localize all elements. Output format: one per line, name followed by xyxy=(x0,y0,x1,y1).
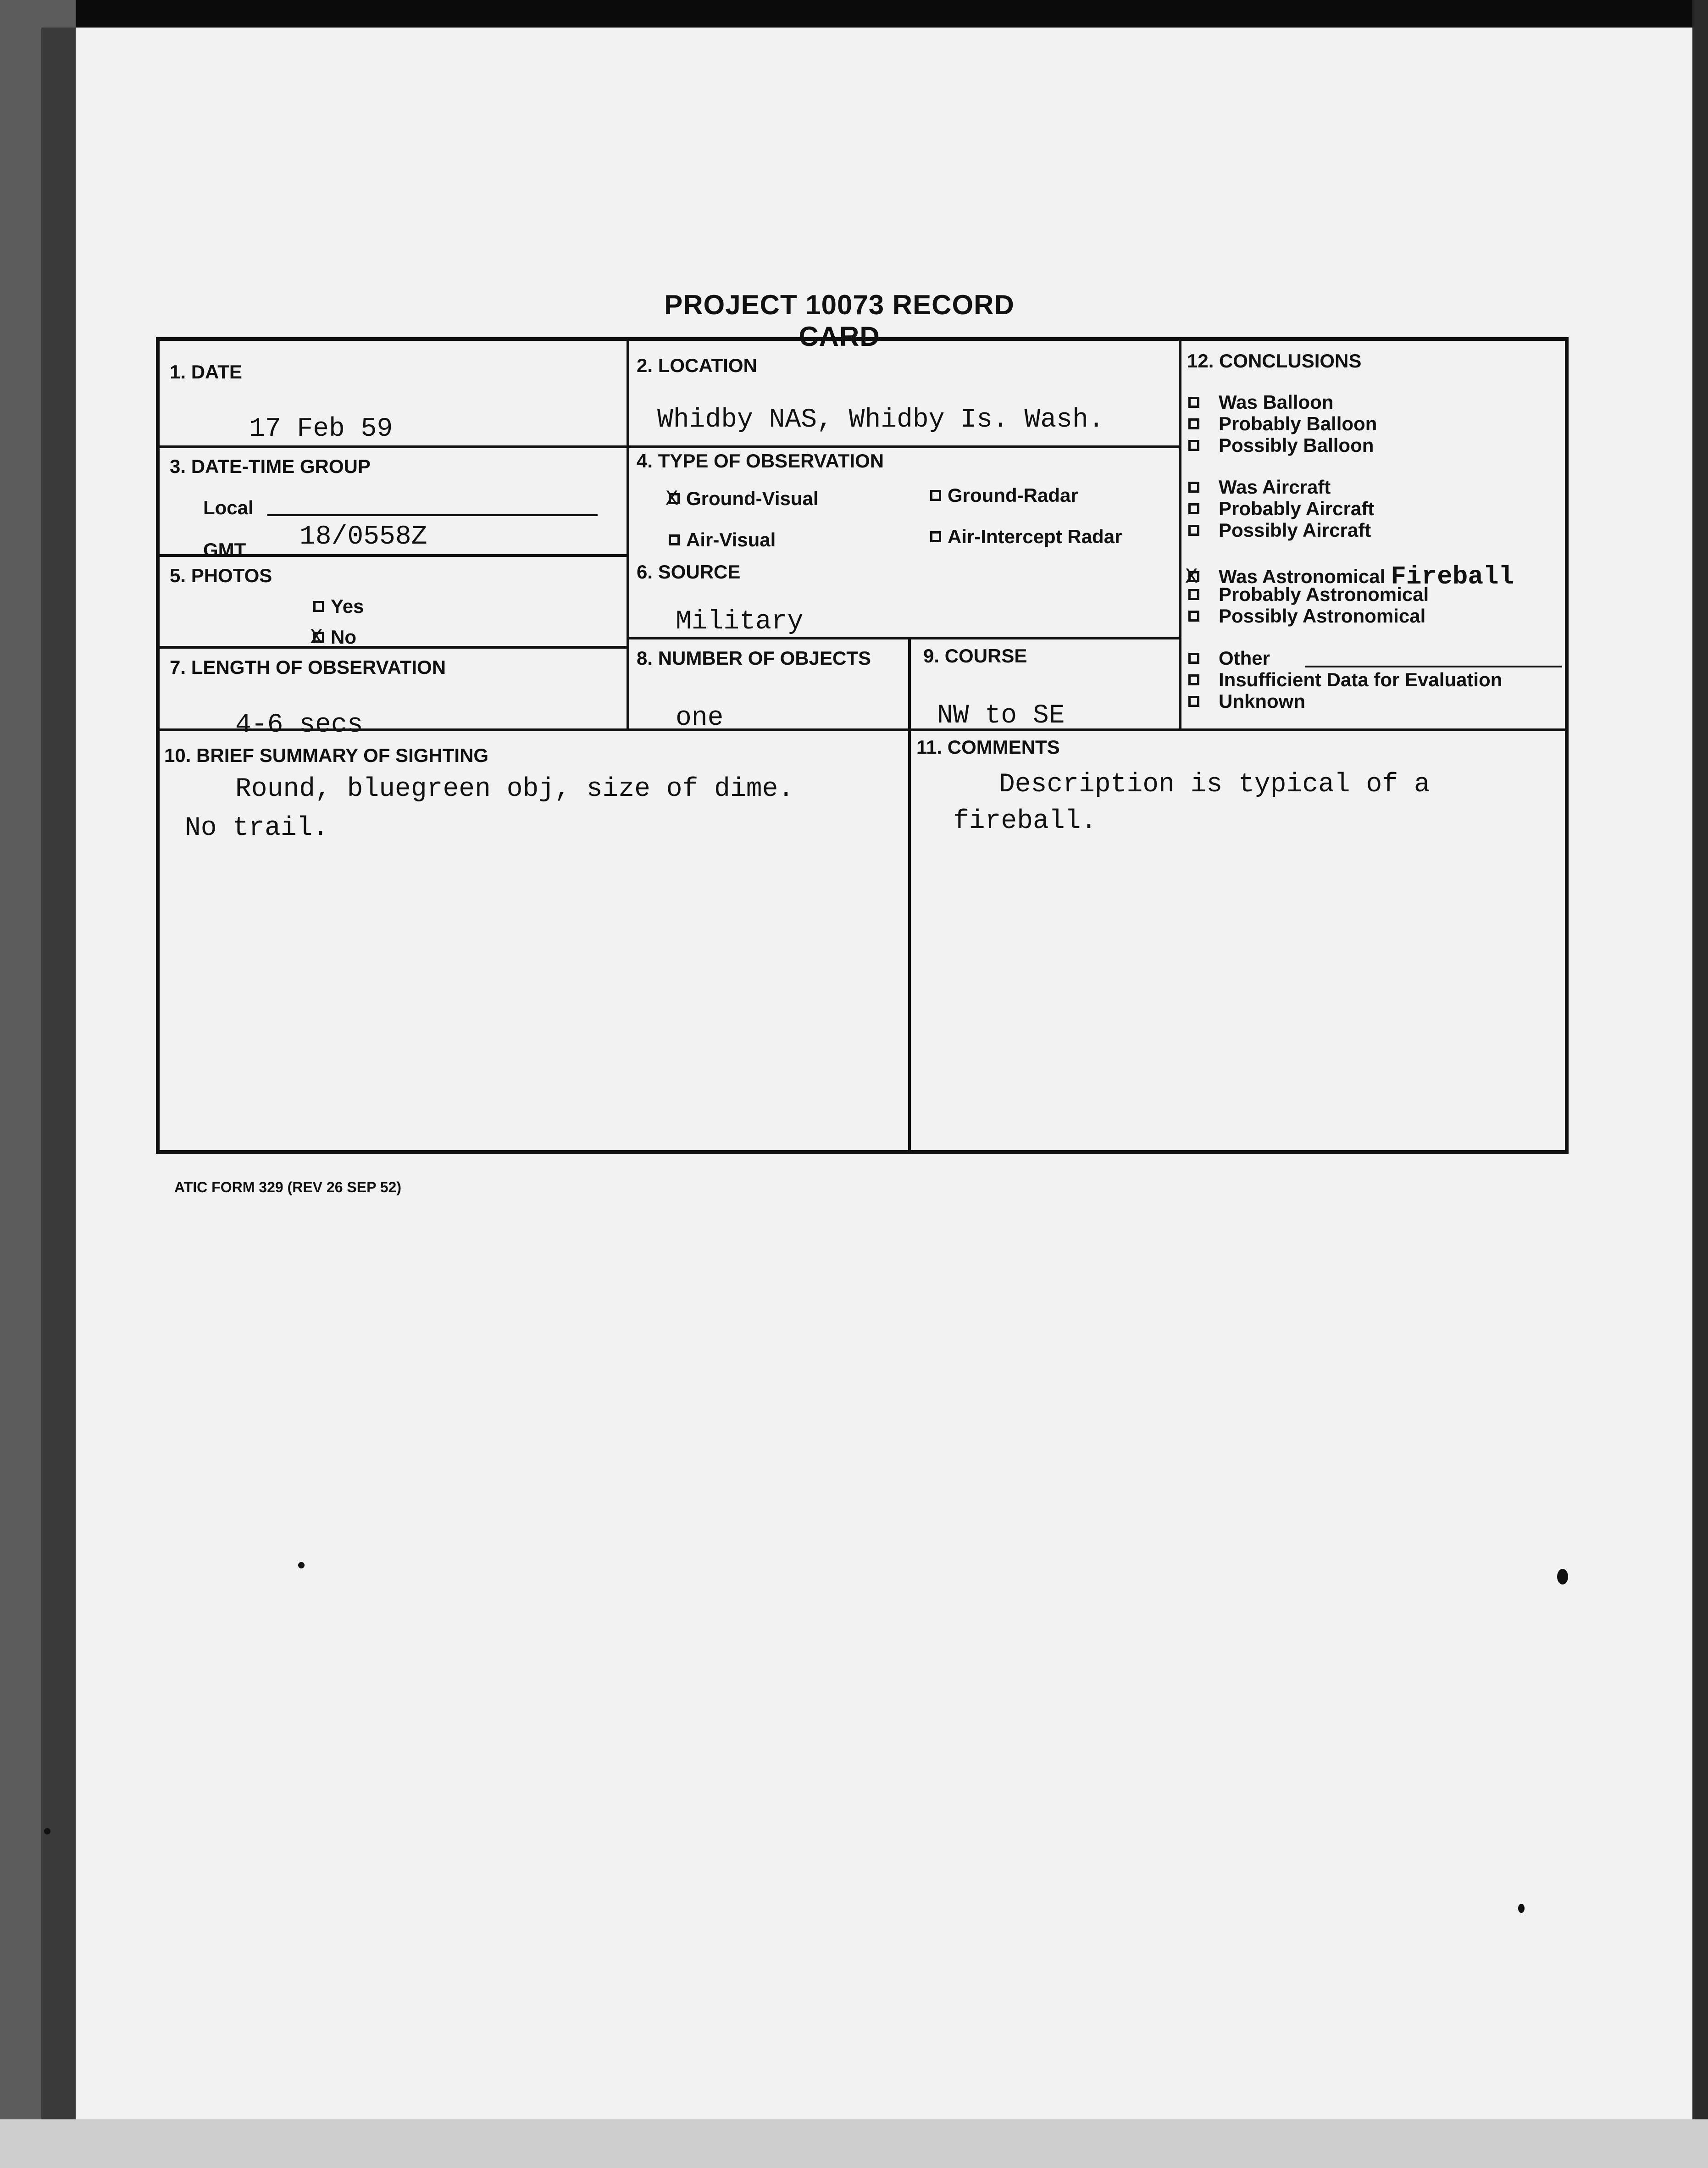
scan-speck xyxy=(1518,1904,1525,1913)
checkbox-possibly-balloon[interactable] xyxy=(1188,440,1199,451)
other-underline xyxy=(1305,666,1562,667)
conclusion-probably-aircraft[interactable] xyxy=(1188,498,1374,520)
location-value: Whidby NAS, Whidby Is. Wash. xyxy=(657,405,1104,435)
option-air-visual[interactable] xyxy=(669,529,776,551)
conclusion-possibly-astronomical-label: Possibly Astronomical xyxy=(1219,605,1426,627)
date-value: 17 Feb 59 xyxy=(249,414,393,444)
checkbox-ground-visual[interactable] xyxy=(665,487,680,511)
check-mark-was-astronomical: X xyxy=(1185,565,1198,589)
card-title: PROJECT 10073 RECORD CARD xyxy=(664,289,1015,352)
source-value: Military xyxy=(676,607,804,637)
conclusion-probably-balloon[interactable] xyxy=(1188,413,1377,435)
local-underline xyxy=(267,514,598,516)
conclusion-was-balloon[interactable] xyxy=(1188,391,1333,413)
gmt-underline xyxy=(267,554,598,556)
conclusion-possibly-astronomical[interactable] xyxy=(1188,605,1425,627)
scan-border-top xyxy=(0,0,1708,28)
checkbox-probably-astronomical[interactable] xyxy=(1188,589,1199,600)
summary-line-2: No trail. xyxy=(185,813,329,843)
checkbox-possibly-astronomical[interactable] xyxy=(1188,611,1199,622)
option-photos-yes[interactable] xyxy=(313,595,364,617)
conclusion-other-label: Other xyxy=(1219,647,1270,669)
conclusion-possibly-balloon-label: Possibly Balloon xyxy=(1219,434,1374,456)
checkbox-probably-aircraft[interactable] xyxy=(1188,503,1199,514)
option-air-intercept-radar-label: Air-Intercept Radar xyxy=(948,526,1122,547)
summary-line-1: Round, bluegreen obj, size of dime. xyxy=(235,774,794,804)
checkbox-other[interactable] xyxy=(1188,653,1199,664)
conclusion-probably-astronomical[interactable] xyxy=(1188,584,1429,606)
comments-line-1: Description is typical of a xyxy=(999,770,1430,800)
option-ground-radar-label: Ground-Radar xyxy=(948,484,1078,506)
option-ground-radar[interactable] xyxy=(930,484,1078,506)
checkbox-ground-radar[interactable] xyxy=(930,490,941,501)
comments-label: 11. COMMENTS xyxy=(916,736,1060,758)
checkbox-unknown[interactable] xyxy=(1188,696,1199,707)
option-photos-no-label: No xyxy=(331,626,356,648)
col-divider xyxy=(1179,341,1181,728)
conclusions-label: 12. CONCLUSIONS xyxy=(1187,350,1362,372)
option-air-visual-label: Air-Visual xyxy=(686,529,776,550)
option-photos-no[interactable] xyxy=(310,626,356,650)
conclusions-list xyxy=(1185,341,1564,728)
conclusion-probably-balloon-label: Probably Balloon xyxy=(1219,413,1377,434)
course-label: 9. COURSE xyxy=(923,645,1027,667)
local-label: Local xyxy=(203,497,254,518)
checkbox-air-intercept-radar[interactable] xyxy=(930,531,941,542)
scan-border-bottom xyxy=(0,2119,1708,2168)
checkbox-photos-no[interactable] xyxy=(310,626,324,650)
location-label: 2. LOCATION xyxy=(637,355,757,376)
checkbox-was-astronomical[interactable] xyxy=(1185,565,1199,589)
length-of-observation-label: 7. LENGTH OF OBSERVATION xyxy=(170,656,446,678)
conclusion-was-astronomical-label: Was Astronomical xyxy=(1219,566,1386,587)
date-label: 1. DATE xyxy=(170,361,242,383)
photos-label: 5. PHOTOS xyxy=(170,565,272,586)
row-divider xyxy=(160,646,627,649)
conclusion-probably-astronomical-label: Probably Astronomical xyxy=(1219,584,1429,605)
conclusion-unknown-label: Unknown xyxy=(1219,690,1305,712)
option-ground-visual[interactable] xyxy=(665,487,819,511)
type-of-observation-label: 4. TYPE OF OBSERVATION xyxy=(637,450,884,472)
checkbox-air-visual[interactable] xyxy=(669,534,680,545)
record-card xyxy=(156,337,1569,1154)
conclusion-was-balloon-label: Was Balloon xyxy=(1219,391,1334,413)
row-divider xyxy=(627,637,1180,639)
conclusion-possibly-balloon[interactable] xyxy=(1188,434,1374,456)
scan-speck xyxy=(298,1562,305,1568)
conclusion-probably-aircraft-label: Probably Aircraft xyxy=(1219,498,1375,519)
checkbox-was-balloon[interactable] xyxy=(1188,397,1199,408)
option-photos-yes-label: Yes xyxy=(331,595,364,617)
source-label: 6. SOURCE xyxy=(637,561,741,583)
conclusion-possibly-aircraft[interactable] xyxy=(1188,519,1371,541)
conclusion-was-aircraft[interactable] xyxy=(1188,476,1331,498)
scan-border-right xyxy=(1692,0,1708,2168)
conclusion-note-fireball: Fireball xyxy=(1391,562,1514,591)
form-number-footer: ATIC FORM 329 (REV 26 SEP 52) xyxy=(174,1179,401,1195)
course-value: NW to SE xyxy=(937,701,1065,731)
row-divider xyxy=(160,728,1565,731)
date-time-group-label: 3. DATE-TIME GROUP xyxy=(170,456,371,477)
scan-speck xyxy=(44,1828,50,1834)
check-mark-photos-no: X xyxy=(310,626,323,650)
col-divider xyxy=(908,637,911,1151)
scan-speck xyxy=(1557,1569,1568,1584)
comments-line-2: fireball. xyxy=(953,806,1097,836)
conclusion-insufficient-data-label: Insufficient Data for Evaluation xyxy=(1219,669,1503,690)
checkbox-insufficient-data[interactable] xyxy=(1188,674,1199,685)
summary-label: 10. BRIEF SUMMARY OF SIGHTING xyxy=(164,745,489,766)
checkbox-possibly-aircraft[interactable] xyxy=(1188,525,1199,536)
gmt-value: 18/0558Z xyxy=(299,522,427,552)
row-divider xyxy=(160,445,1180,448)
checkbox-probably-balloon[interactable] xyxy=(1188,418,1199,429)
conclusion-other[interactable] xyxy=(1188,647,1270,669)
check-mark-ground-visual: X xyxy=(665,487,678,511)
number-of-objects-value: one xyxy=(676,703,724,733)
option-ground-visual-label: Ground-Visual xyxy=(686,488,819,509)
length-of-observation-value: 4-6 secs xyxy=(235,710,363,740)
conclusion-was-aircraft-label: Was Aircraft xyxy=(1219,476,1331,498)
col-divider xyxy=(627,341,629,728)
conclusion-insufficient-data[interactable] xyxy=(1188,669,1502,691)
option-air-intercept-radar[interactable] xyxy=(930,526,1122,548)
checkbox-was-aircraft[interactable] xyxy=(1188,482,1199,493)
conclusion-unknown[interactable] xyxy=(1188,690,1305,712)
conclusion-possibly-aircraft-label: Possibly Aircraft xyxy=(1219,519,1371,541)
gmt-label: GMT xyxy=(203,539,246,561)
scan-border-left-inner xyxy=(41,28,76,2168)
checkbox-photos-yes[interactable] xyxy=(313,601,324,612)
number-of-objects-label: 8. NUMBER OF OBJECTS xyxy=(637,647,871,669)
